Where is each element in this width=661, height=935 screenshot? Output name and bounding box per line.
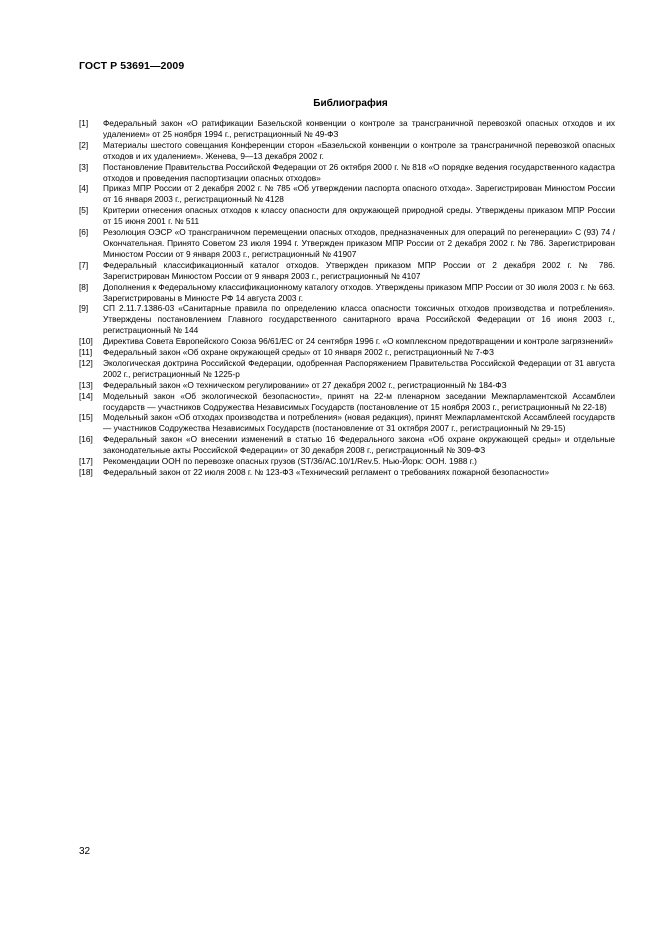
entry-number: [16] <box>79 434 93 445</box>
entry-number: [2] <box>79 139 89 150</box>
entry-text: Материалы шестого совещания Конференции сторон «Базельской конвенции о контроле за трансграничной перевозкой опасных отходов и их удалением». Женева, 9—13 декабря 2002 г. <box>103 139 615 161</box>
entry-text: Резолюция ОЭСР «О трансграничном перемещении опасных отходов, предназначенных для операций по регенерации» С (93) 74 / Окончательная. Принято Советом 23 июля 1994 г. Утвержден приказом МПР России от 2 декабря 2002 г. № 786. Зарегистрирован Минюстом России от 9 января 2003 г., регистрационный № 41907 <box>103 227 615 259</box>
bibliography-entry <box>79 434 615 456</box>
entry-number: [9] <box>79 303 89 314</box>
section-heading <box>0 93 661 111</box>
bibliography-entry <box>79 205 615 227</box>
entry-text: Критерии отнесения опасных отходов к классу опасности для окружающей природной среды. Утверждены приказом МПР России от 15 июня 2001 г. № 511 <box>103 205 615 227</box>
entry-number: [13] <box>79 379 93 390</box>
section-title: Библиография <box>313 98 388 109</box>
entry-text: Модельный закон «Об отходах производства и потребления» (новая редакция), принят Межпарламентской Ассамблеей государств — участников Содружества Независимых Государств (постановление от 31 октября 2007 г., регистрационный № 29-15) <box>103 412 615 434</box>
entry-text: Федеральный закон «О внесении изменений в статью 16 Федерального закона «Об охране окружающей среды» и отдельные законодательные акты Российской Федерации» от 30 декабря 2008 г., регистрационный № 309-ФЗ <box>103 434 615 456</box>
entry-text: Директива Совета Европейского Союза 96/61/ЕС от 24 сентября 1996 г. «О комплексном предотвращении и контроле загрязнений» <box>103 336 614 347</box>
entry-number: [15] <box>79 412 93 423</box>
bibliography-entry <box>79 303 615 336</box>
bibliography-entry <box>79 467 615 478</box>
entry-number: [12] <box>79 357 93 368</box>
bibliography-entry <box>79 380 615 391</box>
bibliography-entry <box>79 162 615 184</box>
entry-number: [5] <box>79 205 89 216</box>
bibliography-entry <box>79 412 615 434</box>
entry-text: СП 2.11.7.1386-03 «Санитарные правила по определению класса опасности токсичных отходов производства и потребления». Утверждены постановлением Главного государственного санитарного врача Российской Федерации от 16 июня 2003 г., регистрационный № 144 <box>103 303 615 336</box>
entry-number: [6] <box>79 227 89 238</box>
bibliography-entry <box>79 347 615 358</box>
entry-text: Рекомендации ООН по перевозке опасных грузов (ST/36/AC.10/1/Rev.5. Нью-Йорк: ООН. 1988 г.) <box>103 456 477 467</box>
entry-number: [8] <box>79 281 89 292</box>
bibliography-entry <box>79 118 615 140</box>
entry-number: [7] <box>79 259 89 270</box>
bibliography-entry <box>79 456 615 467</box>
entry-text: Федеральный закон «Об охране окружающей среды» от 10 января 2002 г., регистрационный № 7-ФЗ <box>103 347 494 358</box>
bibliography-entry <box>79 140 615 162</box>
entry-text: Федеральный закон «О ратификации Базельской конвенции о контроле за трансграничной перевозкой опасных отходов и их удалением» от 25 ноября 1994 г., регистрационный № 49-ФЗ <box>103 118 615 139</box>
entry-text: Экологическая доктрина Российской Федерации, одобренная Распоряжением Правительства Российской Федерации от 31 августа 2002 г., регистрационный № 1225-р <box>103 357 615 379</box>
bibliography-entry <box>79 336 615 347</box>
entry-number: [10] <box>79 336 93 347</box>
entry-text: Федеральный закон от 22 июля 2008 г. № 123-ФЗ «Технический регламент о требованиях пожарной безопасности» <box>103 467 550 477</box>
bibliography-entry <box>79 183 615 205</box>
entry-number: [3] <box>79 161 89 172</box>
entry-number: [1] <box>79 118 89 128</box>
bibliography-entry <box>79 358 615 380</box>
bibliography-entry <box>79 391 615 413</box>
entry-text: Модельный закон «Об экологической безопасности», принят на 22-м пленарном заседании Межпарламентской Ассамблеи государств — участников Содружества Независимых Государств (постановление от 15 ноября 2003 г., регистрационный № 22-18) <box>103 390 615 412</box>
entry-text: Постановление Правительства Российской Федерации от 26 октября 2000 г. № 818 «О порядке ведения государственного кадастра отходов и проведения паспортизации опасных отходов» <box>103 161 615 183</box>
entry-text: Федеральный закон «О техническом регулировании» от 27 декабря 2002 г., регистрационный № 184-ФЗ <box>103 379 507 390</box>
entry-text: Приказ МПР России от 2 декабря 2002 г. № 785 «Об утверждении паспорта опасного отхода». Зарегистрирован Минюстом России от 16 января 2003 г., регистрационный № 4128 <box>103 183 615 205</box>
bibliography-entry <box>79 260 615 282</box>
entry-number: [17] <box>79 456 93 467</box>
entry-number: [14] <box>79 390 93 401</box>
bibliography-list <box>79 118 615 478</box>
document-code: ГОСТ Р 53691—2009 <box>79 60 185 72</box>
entry-text: Федеральный классификационный каталог отходов. Утвержден приказом МПР России от 2 декабря 2002 г. № 786. Зарегистрирован Минюстом России от 9 января 2003 г., регистрационный № 4107 <box>103 259 615 281</box>
entry-number: [4] <box>79 183 89 194</box>
bibliography-entry <box>79 282 615 304</box>
entry-text: Дополнения к Федеральному классификационному каталогу отходов. Утверждены приказом МПР России от 30 июля 2003 г. № 663. Зарегистрированы в Минюсте РФ 14 августа 2003 г. <box>103 281 615 303</box>
entry-number: [11] <box>79 347 93 358</box>
page-number: 32 <box>79 846 91 857</box>
bibliography-entry <box>79 227 615 260</box>
entry-number: [18] <box>79 467 93 477</box>
